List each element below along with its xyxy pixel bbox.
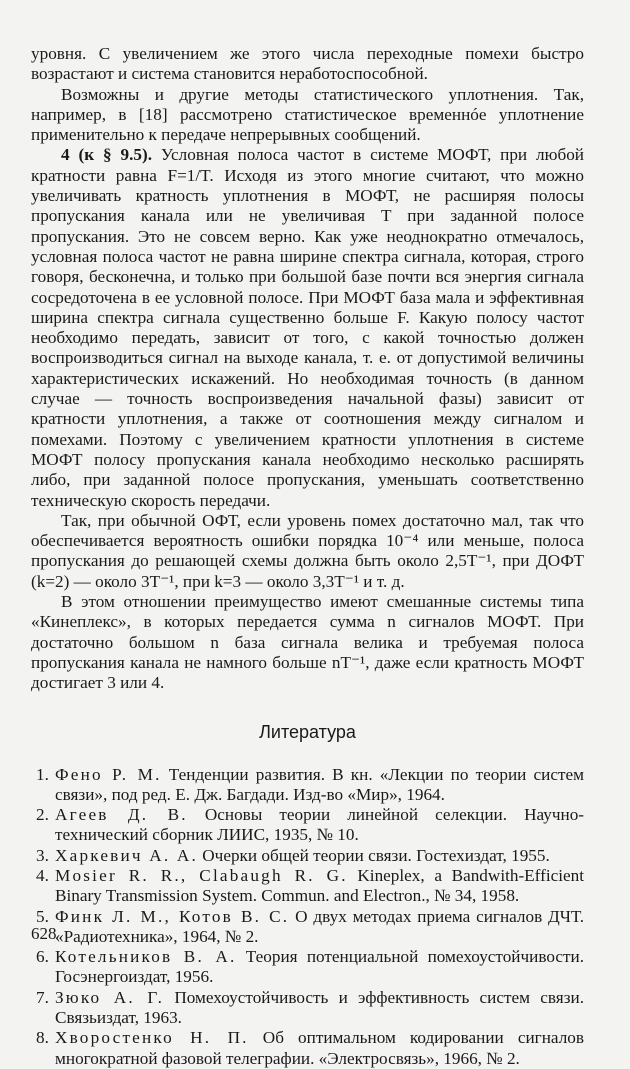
reference-item: 8. Хворостенко Н. П. Об оптимальном кодировании сигналов многократной фазовой телеграфии. «Электросвязь», 1966, № 2. bbox=[36, 1028, 584, 1068]
reference-item: 1. Фено Р. М. Тенденции развития. В кн. «Лекции по теории систем связи», под ред. Е. Дж. Багдади. Изд-во «Мир», 1964. bbox=[36, 764, 584, 804]
reference-author: Харкевич А. А. bbox=[55, 845, 198, 865]
section-heading: Литература bbox=[259, 721, 356, 742]
reference-author: Зюко А. Г. bbox=[55, 987, 165, 1007]
reference-item: 7. Зюко А. Г. Помехоустойчивость и эффективность систем связи. Связьиздат, 1963. bbox=[36, 987, 585, 1028]
reference-author: Котельников В. А. bbox=[55, 947, 237, 967]
reference-author: Фено Р. М. bbox=[55, 764, 162, 784]
reference-author: Агеев Д. В. bbox=[55, 805, 188, 825]
reference-item: 5. Финк Л. М., Котов В. С. О двух методах приема сигналов ДЧТ. «Радиотехника», 1964, № 2. bbox=[36, 906, 584, 946]
reference-item: 3. Харкевич А. А. Очерки общей теории связи. Гостехиздат, 1955. bbox=[36, 845, 550, 865]
paragraph-4: Так, при обычной ОФТ, если уровень помех достаточно мал, так что обеспечивается вероятность ошибки порядка 10⁻⁴ или меньше, полоса пропускания до решающей схемы должна быть около 2,5T⁻¹, при ДОФТ (k=2) — около 3T⁻¹, при k=3 — около 3,3T⁻¹ и т. д. bbox=[31, 510, 584, 591]
reference-author: Mosier R. R., Clabaugh R. G. bbox=[55, 865, 348, 885]
paragraph-2: Возможны и другие методы статистического уплотнения. Так, например, в [18] рассмотрено статистическое временнóе уплотнение применительно к передаче непрерывных сообщений. bbox=[31, 84, 584, 145]
reference-list bbox=[31, 765, 584, 1069]
paragraph-5: В этом отношении преимущество имеют смешанные системы типа «Кинеплекс», в которых передается сумма n сигналов МОФТ. При достаточно большом n база сигнала велика и требуемая полоса пропускания канала не намного больше nT⁻¹, даже если кратность МОФТ достигает 3 или 4. bbox=[31, 592, 584, 693]
reference-author: Хворостенко Н. П. bbox=[55, 1028, 249, 1048]
page-number: 628 bbox=[31, 924, 57, 943]
paragraph-3: 4 (к § 9.5). Условная полоса частот в системе МОФТ, при любой кратности равна F=1/T. Исходя из этого многие считают, что можно увеличивать кратность уплотнения в МОФТ, не расширяя полосы пропускания канала или не увеличивая T при заданной полосе пропускания. Это не совсем верно. Как уже неоднократно отмечалось, условная полоса частот не равна ширине спектра сигнала, которая, строго говоря, бесконечна, и только при большой базе почти вся энергия сигнала сосредоточена в ее условной полосе. При МОФТ база мала и эффективная ширина спектра сигнала существенно больше F. Какую полосу частот необходимо передать, зависит от того, с какой точностью должен воспроизводиться сигнал на выходе канала, т. е. от допустимой величины характеристических искажений. Но необходимая точность (в данном случае — точность воспроизведения начальной фазы) зависит от кратности уплотнения, а также от соотношения между сигналом и помехами. Поэтому с увеличением кратности уплотнения в системе МОФТ полосу пропускания канала необходимо несколько расширять либо, при заданной полосе пропускания, уменьшать соответственно техническую скорость передачи. bbox=[31, 145, 584, 510]
paragraph-1: уровня. С увеличением же этого числа переходные помехи быстро возрастают и система становится неработоспособной. bbox=[31, 44, 584, 84]
note-label: 4 (к § 9.5). bbox=[61, 145, 153, 165]
reference-item: 2. Агеев Д. В. Основы теории линейной селекции. Научно-технический сборник ЛИИС, 1935, № 10. bbox=[36, 805, 585, 845]
reference-author: Финк Л. М., Котов В. С. bbox=[55, 906, 290, 926]
reference-item: 6. Котельников В. А. Теория потенциальной помехоустойчивости. Госэнергоиздат, 1956. bbox=[36, 947, 584, 987]
reference-item: 4. Mosier R. R., Clabaugh R. G. Kineplex, a Bandwith-Efficient Binary Transmission System. Commun. and Electron., № 34, 1958. bbox=[36, 865, 584, 906]
body-text bbox=[31, 44, 584, 694]
